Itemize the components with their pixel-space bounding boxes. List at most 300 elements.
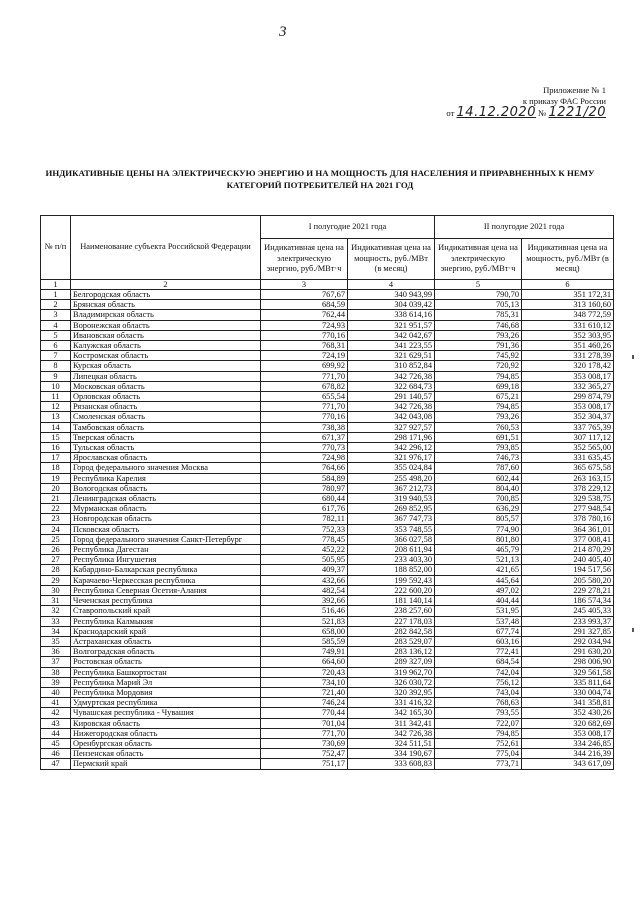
row-number: 25 (41, 534, 71, 544)
power-price-h1: 310 852,84 (348, 361, 435, 371)
power-price-h2: 335 811,64 (522, 677, 614, 687)
energy-price-h2: 772,41 (435, 647, 522, 657)
annex-date-line (446, 107, 606, 119)
energy-price-h2: 805,57 (435, 514, 522, 524)
energy-price-h2: 465,79 (435, 545, 522, 555)
power-price-h2: 353 008,17 (522, 402, 614, 412)
row-number: 41 (41, 698, 71, 708)
row-number: 4 (41, 320, 71, 330)
table-row (41, 606, 614, 616)
column-number: 4 (348, 280, 435, 290)
row-number: 21 (41, 494, 71, 504)
annex-date: 14.12.2020 (456, 105, 536, 120)
energy-price-h1: 521,83 (261, 616, 348, 626)
energy-price-h1: 505,95 (261, 555, 348, 565)
energy-price-h1: 764,66 (261, 463, 348, 473)
region-name: Карачаево-Черкесская республика (71, 575, 261, 585)
table-row (41, 585, 614, 595)
column-number: 1 (41, 280, 71, 290)
energy-price-h1: 516,46 (261, 606, 348, 616)
power-price-h1: 342 043,08 (348, 412, 435, 422)
region-name: Ивановская область (71, 330, 261, 340)
energy-price-h1: 658,00 (261, 626, 348, 636)
column-number: 5 (435, 280, 522, 290)
energy-price-h1: 617,76 (261, 504, 348, 514)
energy-price-h1: 751,17 (261, 759, 348, 769)
column-number: 6 (522, 280, 614, 290)
region-name: Московская область (71, 381, 261, 391)
power-price-h1: 282 842,58 (348, 626, 435, 636)
row-number: 11 (41, 392, 71, 402)
row-number: 9 (41, 371, 71, 381)
power-price-h1: 181 140,14 (348, 596, 435, 606)
energy-price-h1: 452,22 (261, 545, 348, 555)
power-price-h2: 205 580,20 (522, 575, 614, 585)
table-row (41, 545, 614, 555)
region-name: Тверская область (71, 432, 261, 442)
table-row (41, 494, 614, 504)
energy-price-h1: 392,66 (261, 596, 348, 606)
row-number: 5 (41, 330, 71, 340)
energy-price-h2: 404,44 (435, 596, 522, 606)
region-name: Город федерального значения Санкт-Петербург (71, 534, 261, 544)
region-name: Воронежская область (71, 320, 261, 330)
row-number: 34 (41, 626, 71, 636)
region-name: Ростовская область (71, 657, 261, 667)
energy-price-h2: 793,26 (435, 330, 522, 340)
header-half-2: II полугодие 2021 года (435, 216, 614, 239)
region-name: Республика Башкортостан (71, 667, 261, 677)
power-price-h2: 291 327,85 (522, 626, 614, 636)
power-price-h1: 321 951,57 (348, 320, 435, 330)
table-row (41, 361, 614, 371)
table-row (41, 524, 614, 534)
row-number: 13 (41, 412, 71, 422)
row-number: 18 (41, 463, 71, 473)
power-price-h1: 311 342,41 (348, 718, 435, 728)
power-price-h2: 337 765,39 (522, 422, 614, 432)
power-price-h1: 319 962,70 (348, 667, 435, 677)
power-price-h1: 304 039,42 (348, 300, 435, 310)
energy-price-h2: 790,70 (435, 290, 522, 300)
power-price-h1: 342 726,38 (348, 371, 435, 381)
power-price-h2: 331 610,12 (522, 320, 614, 330)
row-number: 31 (41, 596, 71, 606)
region-name: Белгородская область (71, 290, 261, 300)
region-name: Город федерального значения Москва (71, 463, 261, 473)
row-number: 42 (41, 708, 71, 718)
power-price-h1: 283 529,07 (348, 636, 435, 646)
energy-price-h2: 699,18 (435, 381, 522, 391)
energy-price-h1: 746,24 (261, 698, 348, 708)
energy-price-h2: 705,13 (435, 300, 522, 310)
power-price-h1: 283 136,12 (348, 647, 435, 657)
power-price-h2: 352 304,37 (522, 412, 614, 422)
table-row (41, 728, 614, 738)
energy-price-h1: 770,16 (261, 330, 348, 340)
table-row (41, 759, 614, 769)
region-name: Пензенская область (71, 749, 261, 759)
region-name: Ленинградская область (71, 494, 261, 504)
power-price-h1: 222 600,20 (348, 585, 435, 595)
region-name: Нижегородская область (71, 728, 261, 738)
table-row (41, 330, 614, 340)
energy-price-h2: 636,29 (435, 504, 522, 514)
power-price-h2: 364 361,01 (522, 524, 614, 534)
energy-price-h1: 664,60 (261, 657, 348, 667)
annex-from-label: от (446, 108, 455, 118)
table-row (41, 575, 614, 585)
region-name: Волгоградская область (71, 647, 261, 657)
power-price-h2: 233 993,37 (522, 616, 614, 626)
table-row (41, 718, 614, 728)
power-price-h2: 320 178,42 (522, 361, 614, 371)
energy-price-h1: 678,82 (261, 381, 348, 391)
table-row (41, 565, 614, 575)
column-number: 3 (261, 280, 348, 290)
row-number: 40 (41, 687, 71, 697)
energy-price-h2: 677,74 (435, 626, 522, 636)
table-row (41, 504, 614, 514)
energy-price-h2: 745,92 (435, 351, 522, 361)
power-price-h1: 367 747,73 (348, 514, 435, 524)
header-energy-1: Индикативная цена на электрическую энергию, руб./МВт·ч (261, 239, 348, 280)
power-price-h2: 331 635,45 (522, 453, 614, 463)
energy-price-h2: 775,04 (435, 749, 522, 759)
energy-price-h1: 752,47 (261, 749, 348, 759)
power-price-h2: 229 278,21 (522, 585, 614, 595)
power-price-h2: 245 405,33 (522, 606, 614, 616)
region-name: Астраханская область (71, 636, 261, 646)
power-price-h2: 353 008,17 (522, 371, 614, 381)
power-price-h2: 353 008,17 (522, 728, 614, 738)
table-row (41, 657, 614, 667)
energy-price-h1: 684,59 (261, 300, 348, 310)
row-number: 46 (41, 749, 71, 759)
power-price-h2: 298 006,90 (522, 657, 614, 667)
annex-order-ref: к приказу ФАС России (522, 96, 606, 106)
energy-price-h2: 722,07 (435, 718, 522, 728)
power-price-h1: 319 940,53 (348, 494, 435, 504)
row-number: 3 (41, 310, 71, 320)
energy-price-h1: 584,89 (261, 473, 348, 483)
region-name: Республика Северная Осетия-Алания (71, 585, 261, 595)
energy-price-h1: 780,97 (261, 483, 348, 493)
power-price-h2: 343 617,09 (522, 759, 614, 769)
energy-price-h1: 409,37 (261, 565, 348, 575)
power-price-h1: 199 592,43 (348, 575, 435, 585)
annex-header (446, 85, 606, 119)
energy-price-h1: 701,04 (261, 718, 348, 728)
annex-number: 1221/20 (548, 105, 606, 120)
energy-price-h1: 724,19 (261, 351, 348, 361)
power-price-h1: 289 327,09 (348, 657, 435, 667)
table-row (41, 320, 614, 330)
table-row (41, 300, 614, 310)
energy-price-h2: 752,61 (435, 738, 522, 748)
energy-price-h1: 655,54 (261, 392, 348, 402)
power-price-h2: 330 004,74 (522, 687, 614, 697)
energy-price-h1: 699,92 (261, 361, 348, 371)
table-row (41, 626, 614, 636)
table-row (41, 290, 614, 300)
row-number: 19 (41, 473, 71, 483)
table-row (41, 708, 614, 718)
region-name: Новгородская область (71, 514, 261, 524)
power-price-h1: 342 726,38 (348, 402, 435, 412)
energy-price-h2: 793,55 (435, 708, 522, 718)
table-row (41, 443, 614, 453)
power-price-h1: 327 927,57 (348, 422, 435, 432)
energy-price-h2: 602,44 (435, 473, 522, 483)
region-name: Кировская область (71, 718, 261, 728)
energy-price-h1: 771,70 (261, 728, 348, 738)
energy-price-h1: 767,67 (261, 290, 348, 300)
energy-price-h1: 752,33 (261, 524, 348, 534)
region-name: Мурманская область (71, 504, 261, 514)
title-line-1: ИНДИКАТИВНЫЕ ЦЕНЫ НА ЭЛЕКТРИЧЕСКУЮ ЭНЕРГИЮ И НА МОЩНОСТЬ ДЛЯ НАСЕЛЕНИЯ И ПРИРАВНЕННЫХ К НЕМУ (45, 168, 595, 178)
region-name: Республика Мордовия (71, 687, 261, 697)
power-price-h2: 320 682,69 (522, 718, 614, 728)
region-name: Владимирская область (71, 310, 261, 320)
power-price-h1: 326 030,72 (348, 677, 435, 687)
energy-price-h2: 684,54 (435, 657, 522, 667)
row-number: 6 (41, 341, 71, 351)
energy-price-h2: 801,80 (435, 534, 522, 544)
table-row (41, 616, 614, 626)
energy-price-h2: 768,63 (435, 698, 522, 708)
row-number: 36 (41, 647, 71, 657)
row-number: 37 (41, 657, 71, 667)
power-price-h1: 321 629,51 (348, 351, 435, 361)
table-row (41, 392, 614, 402)
power-price-h2: 344 216,39 (522, 749, 614, 759)
table-row (41, 351, 614, 361)
power-price-h1: 355 024,84 (348, 463, 435, 473)
energy-price-h2: 531,95 (435, 606, 522, 616)
energy-price-h2: 497,02 (435, 585, 522, 595)
energy-price-h1: 762,44 (261, 310, 348, 320)
power-price-h2: 378 780,16 (522, 514, 614, 524)
energy-price-h2: 793,85 (435, 443, 522, 453)
power-price-h1: 255 498,20 (348, 473, 435, 483)
row-number: 12 (41, 402, 71, 412)
row-number: 26 (41, 545, 71, 555)
region-name: Смоленская область (71, 412, 261, 422)
region-name: Республика Карелия (71, 473, 261, 483)
power-price-h1: 340 943,99 (348, 290, 435, 300)
power-price-h2: 352 430,26 (522, 708, 614, 718)
energy-price-h2: 603,16 (435, 636, 522, 646)
energy-price-h2: 760,53 (435, 422, 522, 432)
table-row (41, 596, 614, 606)
annex-number-label: № (538, 108, 547, 118)
region-name: Костромская область (71, 351, 261, 361)
row-number: 24 (41, 524, 71, 534)
power-price-h1: 342 042,67 (348, 330, 435, 340)
region-name: Ярославская область (71, 453, 261, 463)
table-row (41, 514, 614, 524)
energy-price-h1: 771,70 (261, 402, 348, 412)
region-name: Пермский край (71, 759, 261, 769)
power-price-h2: 378 229,12 (522, 483, 614, 493)
energy-price-h1: 770,73 (261, 443, 348, 453)
table-row (41, 381, 614, 391)
energy-price-h1: 734,10 (261, 677, 348, 687)
power-price-h1: 333 608,83 (348, 759, 435, 769)
energy-price-h1: 585,59 (261, 636, 348, 646)
margin-mark (632, 628, 634, 632)
energy-price-h2: 421,65 (435, 565, 522, 575)
energy-price-h2: 746,73 (435, 453, 522, 463)
row-number: 28 (41, 565, 71, 575)
energy-price-h2: 774,90 (435, 524, 522, 534)
table-row (41, 412, 614, 422)
power-price-h2: 332 365,27 (522, 381, 614, 391)
document-title (40, 167, 600, 191)
power-price-h1: 322 684,73 (348, 381, 435, 391)
row-number: 30 (41, 585, 71, 595)
table-row (41, 677, 614, 687)
region-name: Удмуртская республика (71, 698, 261, 708)
energy-price-h1: 482,54 (261, 585, 348, 595)
energy-price-h1: 730,69 (261, 738, 348, 748)
column-number: 2 (71, 280, 261, 290)
region-name: Республика Марий Эл (71, 677, 261, 687)
energy-price-h2: 793,26 (435, 412, 522, 422)
energy-price-h2: 700,85 (435, 494, 522, 504)
energy-price-h2: 791,36 (435, 341, 522, 351)
power-price-h1: 338 614,16 (348, 310, 435, 320)
energy-price-h2: 720,92 (435, 361, 522, 371)
row-number: 39 (41, 677, 71, 687)
power-price-h1: 291 140,57 (348, 392, 435, 402)
energy-price-h2: 537,48 (435, 616, 522, 626)
power-price-h1: 342 296,12 (348, 443, 435, 453)
region-name: Тамбовская область (71, 422, 261, 432)
energy-price-h1: 782,11 (261, 514, 348, 524)
table-row (41, 473, 614, 483)
power-price-h2: 263 163,15 (522, 473, 614, 483)
power-price-h2: 348 772,59 (522, 310, 614, 320)
table-row (41, 402, 614, 412)
power-price-h2: 313 160,60 (522, 300, 614, 310)
row-number: 44 (41, 728, 71, 738)
energy-price-h2: 804,40 (435, 483, 522, 493)
power-price-h1: 324 511,51 (348, 738, 435, 748)
power-price-h1: 298 171,96 (348, 432, 435, 442)
table-row (41, 738, 614, 748)
region-name: Краснодарский край (71, 626, 261, 636)
power-price-h2: 277 948,54 (522, 504, 614, 514)
table-row (41, 534, 614, 544)
region-name: Псковская область (71, 524, 261, 534)
table-row (41, 667, 614, 677)
energy-price-h2: 743,04 (435, 687, 522, 697)
power-price-h2: 377 008,41 (522, 534, 614, 544)
power-price-h1: 321 976,17 (348, 453, 435, 463)
row-number: 16 (41, 443, 71, 453)
row-number: 15 (41, 432, 71, 442)
row-number: 17 (41, 453, 71, 463)
row-number: 7 (41, 351, 71, 361)
energy-price-h1: 770,44 (261, 708, 348, 718)
region-name: Чеченская республика (71, 596, 261, 606)
region-name: Республика Ингушетия (71, 555, 261, 565)
power-price-h1: 334 190,67 (348, 749, 435, 759)
energy-price-h1: 671,37 (261, 432, 348, 442)
energy-price-h1: 724,98 (261, 453, 348, 463)
row-number: 1 (41, 290, 71, 300)
power-price-h2: 352 303,95 (522, 330, 614, 340)
power-price-h2: 334 246,85 (522, 738, 614, 748)
region-name: Ставропольский край (71, 606, 261, 616)
energy-price-h1: 749,91 (261, 647, 348, 657)
energy-price-h2: 794,85 (435, 402, 522, 412)
energy-price-h1: 721,40 (261, 687, 348, 697)
power-price-h1: 342 165,30 (348, 708, 435, 718)
table-row (41, 371, 614, 381)
annex-title: Приложение № 1 (543, 85, 606, 95)
energy-price-h2: 785,31 (435, 310, 522, 320)
table-row (41, 647, 614, 657)
energy-price-h2: 691,51 (435, 432, 522, 442)
row-number: 10 (41, 381, 71, 391)
power-price-h2: 329 538,75 (522, 494, 614, 504)
region-name: Липецкая область (71, 371, 261, 381)
region-name: Тульская область (71, 443, 261, 453)
region-name: Республика Дагестан (71, 545, 261, 555)
row-number: 35 (41, 636, 71, 646)
row-number: 23 (41, 514, 71, 524)
row-number: 20 (41, 483, 71, 493)
power-price-h1: 233 403,30 (348, 555, 435, 565)
region-name: Курская область (71, 361, 261, 371)
header-energy-2: Индикативная цена на электрическую энергию, руб./МВт·ч (435, 239, 522, 280)
region-name: Орловская область (71, 392, 261, 402)
power-price-h1: 366 027,58 (348, 534, 435, 544)
region-name: Кабардино-Балкарская республика (71, 565, 261, 575)
energy-price-h2: 787,60 (435, 463, 522, 473)
prices-table (40, 215, 614, 770)
power-price-h2: 341 358,81 (522, 698, 614, 708)
row-number: 2 (41, 300, 71, 310)
power-price-h1: 342 726,38 (348, 728, 435, 738)
header-num: № п/п (41, 216, 71, 280)
row-number: 32 (41, 606, 71, 616)
table-row (41, 698, 614, 708)
table-row (41, 636, 614, 646)
margin-mark (632, 355, 634, 359)
power-price-h1: 367 212,73 (348, 483, 435, 493)
energy-price-h1: 432,66 (261, 575, 348, 585)
table-row (41, 463, 614, 473)
power-price-h2: 365 675,58 (522, 463, 614, 473)
row-number: 27 (41, 555, 71, 565)
power-price-h2: 214 870,29 (522, 545, 614, 555)
header-half-1: I полугодие 2021 года (261, 216, 435, 239)
table-row (41, 453, 614, 463)
energy-price-h1: 720,43 (261, 667, 348, 677)
power-price-h1: 353 748,55 (348, 524, 435, 534)
table-row (41, 432, 614, 442)
region-name: Брянская область (71, 300, 261, 310)
energy-price-h2: 794,85 (435, 371, 522, 381)
energy-price-h1: 724,93 (261, 320, 348, 330)
energy-price-h2: 756,12 (435, 677, 522, 687)
power-price-h2: 291 630,20 (522, 647, 614, 657)
table-row (41, 687, 614, 697)
